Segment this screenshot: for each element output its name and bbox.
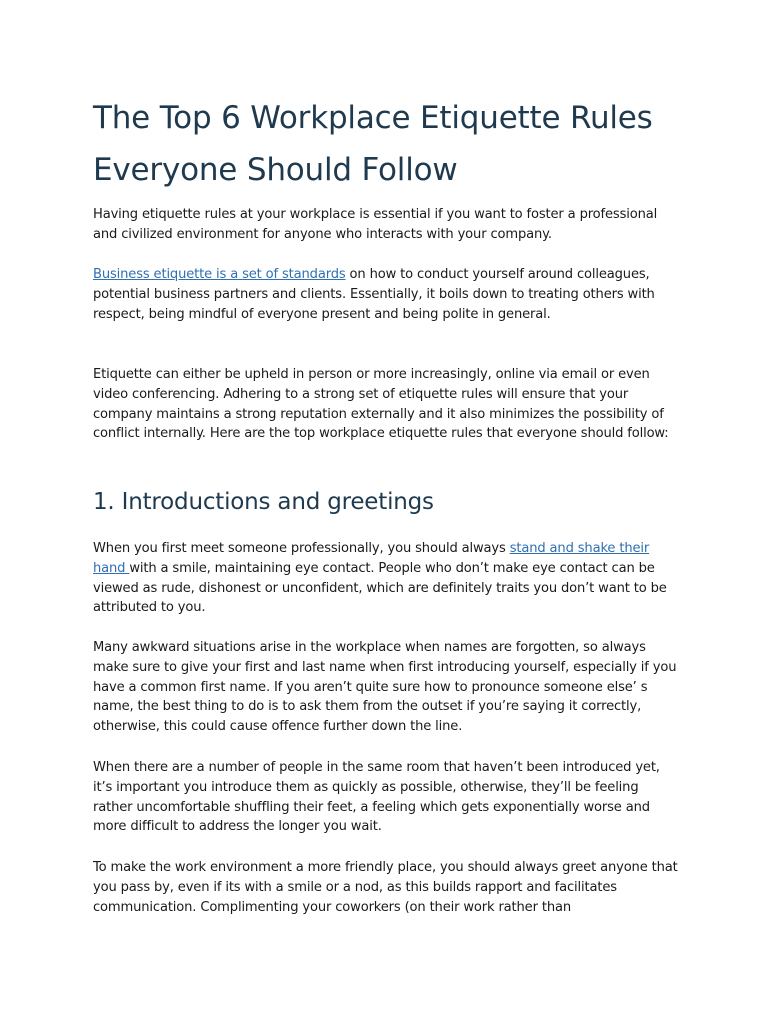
handshake-text-before: When you first meet someone professionally, you should always	[93, 541, 510, 556]
article-title: The Top 6 Workplace Etiquette Rules Everyone Should Follow	[93, 100, 653, 188]
etiquette-online-paragraph: Etiquette can either be upheld in person or more increasingly, online via email or even video conferencing. Adhering to a strong set of etiquette rules will ensure that your company maintains a strong reputation externally and it also minimizes the possibility of conflict internally. Here are the top workplace etiquette rules that everyone should follow:	[93, 367, 669, 442]
section-heading-introductions: 1. Introductions and greetings	[93, 489, 434, 515]
handshake-paragraph	[93, 539, 681, 618]
stand-and-shake-link[interactable]: stand and shake their hand	[93, 541, 650, 576]
introduce-others-paragraph: When there are a number of people in the same room that haven’t been introduced yet, it’s important you introduce them as quickly as possible, otherwise, they’ll be feeling rather uncomfortable shuffling their feet, a feeling which gets exponentially worse and more difficult to address the longer you wait.	[93, 760, 660, 835]
business-etiquette-link[interactable]: Business etiquette is a set of standards	[93, 267, 346, 282]
greet-paragraph: To make the work environment a more friendly place, you should always greet anyone that you pass by, even if its with a smile or a nod, as this builds rapport and facilitates communication. Complimenting your coworkers (on their work rather than	[93, 860, 678, 915]
business-etiquette-text: on how to conduct yourself around colleagues, potential business partners and clients. Essentially, it boils down to treating others with respect, being mindful of everyone present and being polite in general.	[93, 267, 655, 322]
names-paragraph: Many awkward situations arise in the workplace when names are forgotten, so always make sure to give your first and last name when first introducing yourself, especially if you have a common first name. If you aren’t quite sure how to pronounce someone else’ s name, the best thing to do is to ask them from the outset if you’re saying it correctly, otherwise, this could cause offence further down the line.	[93, 640, 677, 735]
intro-paragraph: Having etiquette rules at your workplace is essential if you want to foster a professional and civilized environment for anyone who interacts with your company.	[93, 207, 658, 242]
business-etiquette-paragraph	[93, 265, 681, 324]
handshake-text-after: with a smile, maintaining eye contact. People who don’t make eye contact can be viewed as rude, dishonest or unconfident, which are definitely traits you don’t want to be attributed to you.	[93, 560, 667, 616]
